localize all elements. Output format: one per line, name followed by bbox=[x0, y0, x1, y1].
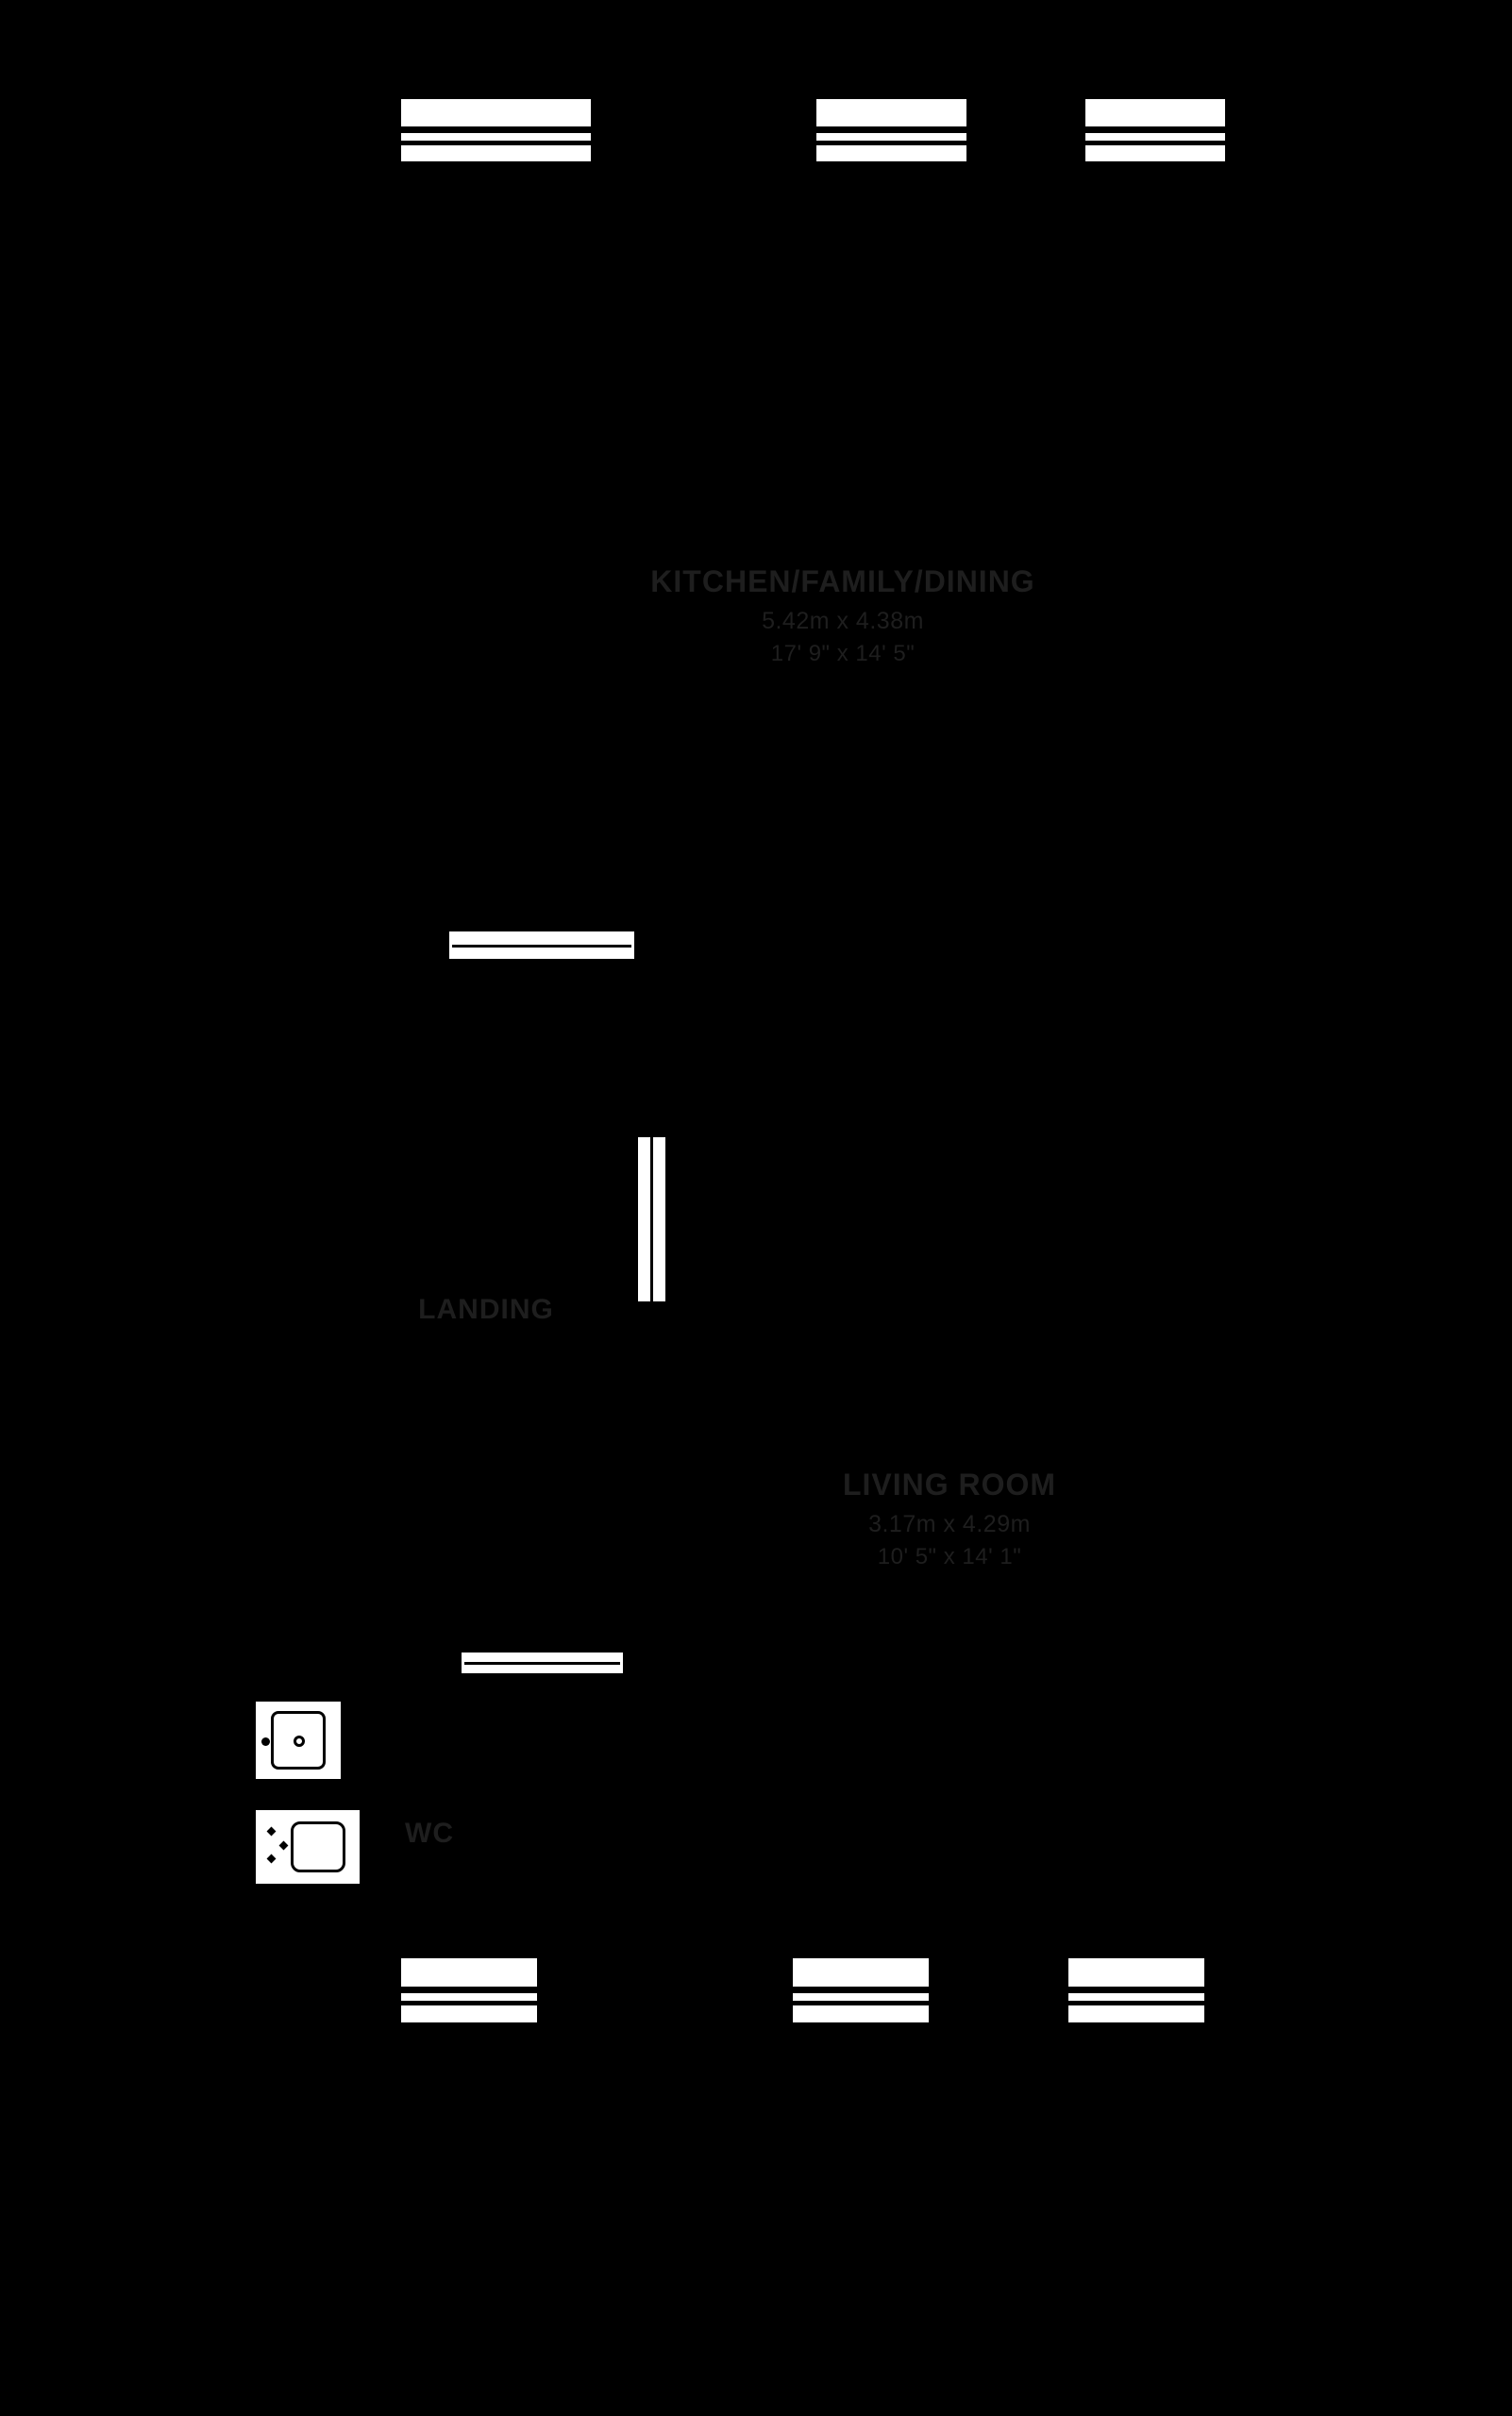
window-top-2 bbox=[815, 97, 968, 163]
basin-plug bbox=[294, 1736, 305, 1747]
window-bottom-1 bbox=[399, 1956, 539, 2024]
door-landing-side bbox=[636, 1135, 667, 1303]
door-landing-living bbox=[460, 1651, 625, 1675]
room-dimension-metric: 5.42m x 4.38m bbox=[762, 607, 924, 634]
window-top-3 bbox=[1084, 97, 1227, 163]
room-label-living-room bbox=[676, 1468, 1223, 1571]
room-name: WC bbox=[405, 1818, 454, 1849]
room-name: LIVING ROOM bbox=[842, 1468, 1057, 1502]
door-kitchen-landing bbox=[447, 930, 636, 961]
room-dimension-imperial: 17' 9" x 14' 5" bbox=[770, 641, 916, 667]
room-dimension-imperial: 10' 5" x 14' 1" bbox=[877, 1544, 1022, 1570]
room-label-landing bbox=[297, 1293, 675, 1326]
window-bottom-2 bbox=[791, 1956, 931, 2024]
room-name: LANDING bbox=[418, 1294, 554, 1325]
toilet-marker-dot bbox=[279, 1840, 289, 1850]
toilet-marker-dot bbox=[267, 1826, 277, 1836]
toilet-marker-dot bbox=[267, 1854, 277, 1864]
window-top-1 bbox=[399, 97, 593, 163]
room-dimension-metric: 3.17m x 4.29m bbox=[868, 1510, 1031, 1537]
room-name: KITCHEN/FAMILY/DINING bbox=[650, 564, 1035, 598]
room-label-kitchen-family-dining bbox=[541, 564, 1145, 668]
wash-basin-icon bbox=[253, 1699, 344, 1782]
window-bottom-3 bbox=[1067, 1956, 1206, 2024]
toilet-icon bbox=[253, 1807, 362, 1887]
toilet-bowl bbox=[291, 1821, 344, 1871]
basin-tap bbox=[261, 1737, 270, 1746]
room-label-wc bbox=[335, 1817, 524, 1850]
